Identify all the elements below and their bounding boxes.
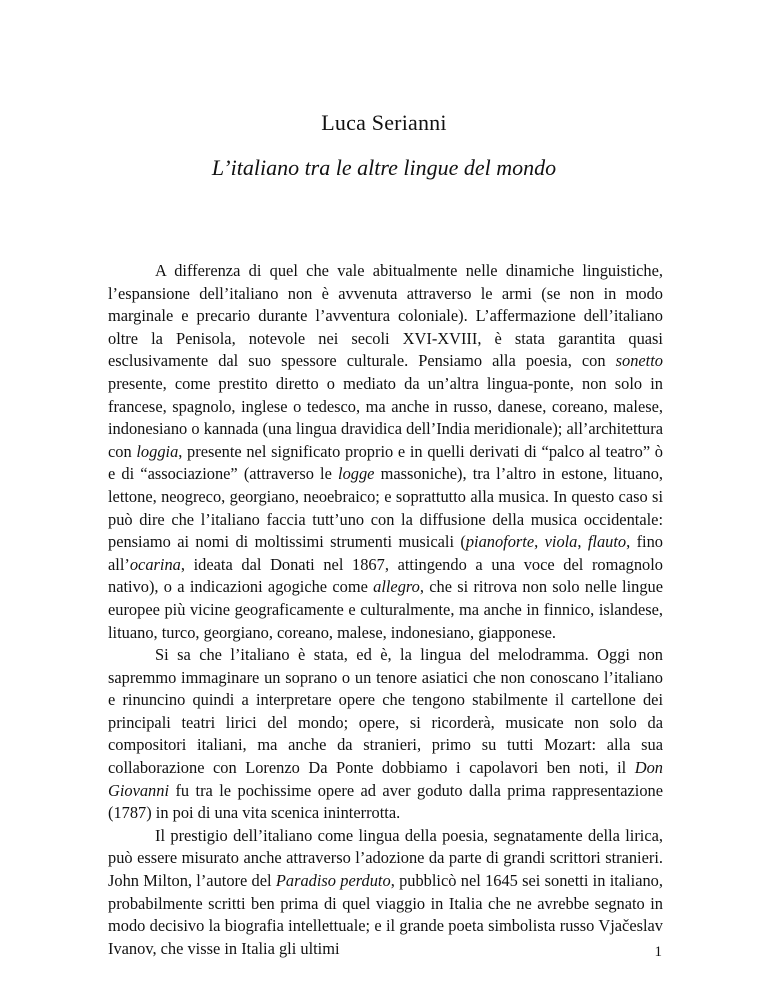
text-run: , ideata dal Donati nel 1867, attingendo a una voce del romagnolo nativo), o a indicazioni agogiche come: [108, 554, 663, 597]
text-run: ,: [577, 532, 588, 552]
italic-term: Don Giovanni: [108, 758, 663, 800]
text-run: Il prestigio dell’italiano come lingua della poesia, segnatamente della lirica, può essere misurato anche attraverso l’adozione da parte di grandi scrittori stranieri. John Milton, l’autore del: [108, 825, 663, 891]
article-title: L’italiano tra le altre lingue del mondo: [211, 155, 557, 180]
italic-term: allegro: [373, 577, 420, 597]
text-run: massoniche), tra l’altro in estone, lituano, lettone, neogreco, georgiano, neoebraico; e soprattutto alla musica. In questo caso si può dire che l’italiano faccia tutt’uno con la diffusione della musica occidentale: pensiamo ai nomi di moltissimi strumenti musicali (: [108, 464, 663, 552]
italic-term: flauto: [587, 532, 627, 552]
page-number: 1: [654, 944, 662, 960]
paragraph: [108, 644, 663, 825]
text-run: , presente nel significato proprio e in quelli derivati di “palco al teatro” ò e di “associazione” (attraverso le: [108, 441, 664, 484]
italic-term: sonetto: [615, 351, 663, 371]
paragraph: [108, 825, 663, 961]
text-run: ,: [534, 532, 545, 552]
italic-term: ocarina: [129, 554, 181, 574]
italic-term: loggia: [136, 441, 179, 461]
italic-term: Paradiso perduto: [275, 871, 391, 891]
italic-term: viola: [544, 532, 578, 552]
italic-term: logge: [338, 464, 375, 484]
text-run: , che si ritrova non solo nelle lingue europee più vicine geograficamente e culturalmente, ma anche in finnico, islandese, lituano, turco, georgiano, coreano, malese, indonesiano, giapponese.: [108, 577, 663, 642]
text-run: , pubblicò nel 1645 sei sonetti in italiano, probabilmente scritti ben prima di quel viaggio in Italia che ne avrebbe segnato in modo decisivo la biografia intellettuale; e il grande poeta simbolista russo Vjačeslav Ivanov, che visse in Italia gli ultimi: [108, 871, 663, 958]
text-run: presente, come prestito diretto o mediato da un’altra lingua-ponte, non solo in francese, spagnolo, inglese o tedesco, ma anche in russo, danese, coreano, malese, indonesiano o kannada (una lingua dravidica dell’India meridionale); all’architettura con: [108, 373, 663, 461]
body-text: [108, 260, 663, 960]
author-name: Luca Serianni: [321, 110, 447, 135]
text-run: fu tra le pochissime opere ad aver goduto dalla prima rappresentazione (1787) in poi di una vita scenica ininterrotta.: [108, 780, 663, 823]
text-run: A differenza di quel che vale abitualmente nelle dinamiche linguistiche, l’espansione dell’italiano non è avvenuta attraverso le armi (se non in modo marginale e precario durante l’avventura coloniale). L’affermazione dell’italiano oltre la Penisola, notevole nei secoli XVI-XVIII, è stata garantita quasi esclusivamente dal suo spessore culturale. Pensiamo alla poesia, con: [108, 261, 663, 371]
italic-term: pianoforte: [465, 532, 535, 552]
text-run: , fino all’: [108, 532, 663, 574]
text-run: Si sa che l’italiano è stata, ed è, la lingua del melodramma. Oggi non sapremmo immaginare un soprano o un tenore asiatici che non conoscano l’italiano e rinuncino quindi a interpretare opere che tengono stabilmente il cartellone dei principali teatri lirici del mondo; opere, si ricorderà, musicate non solo da compositori italiani, ma anche da stranieri, primo su tutti Mozart: alla sua collaborazione con Lorenzo Da Ponte dobbiamo i capolavori ben noti, il: [108, 645, 663, 778]
paragraph: [108, 260, 663, 644]
